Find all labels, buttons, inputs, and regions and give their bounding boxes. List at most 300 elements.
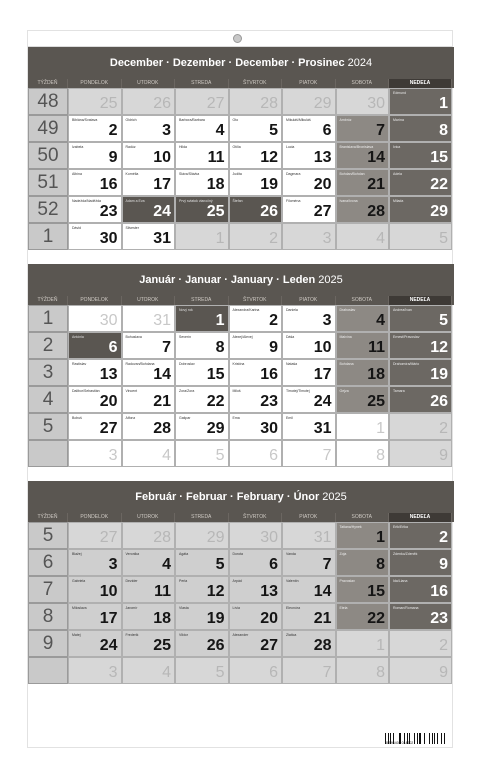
day-cell bbox=[389, 196, 452, 223]
day-number: 30 bbox=[367, 95, 385, 112]
week-number: 7 bbox=[28, 576, 68, 603]
weekday-header: PONDELOK bbox=[68, 513, 122, 522]
day-number: 2 bbox=[439, 529, 448, 546]
day-cell bbox=[229, 223, 283, 250]
nameday-label: Alexander bbox=[232, 633, 249, 637]
day-cell bbox=[389, 305, 452, 332]
week-number: 3 bbox=[28, 359, 68, 386]
day-number: 18 bbox=[206, 176, 225, 193]
nameday-label: Alexandra/Karina bbox=[232, 308, 260, 312]
day-number: 3 bbox=[322, 312, 332, 329]
nameday-label: Dáša bbox=[286, 335, 295, 339]
day-cell bbox=[282, 88, 336, 115]
day-number: 24 bbox=[153, 203, 171, 220]
day-cell bbox=[389, 413, 452, 440]
month-section bbox=[28, 264, 454, 467]
day-number: 26 bbox=[206, 637, 225, 654]
day-number: 2 bbox=[439, 420, 448, 437]
day-number: 24 bbox=[99, 637, 118, 654]
day-cell bbox=[122, 196, 176, 223]
day-cell bbox=[122, 305, 176, 332]
day-number: 27 bbox=[206, 95, 225, 112]
nameday-label: Miloslava bbox=[72, 606, 87, 610]
nameday-label: Albína bbox=[72, 172, 82, 176]
nameday-label: Lívia bbox=[232, 606, 240, 610]
nameday-label: Severín bbox=[179, 335, 192, 339]
day-number: 19 bbox=[260, 176, 278, 193]
day-number: 2 bbox=[269, 312, 278, 329]
day-cell bbox=[389, 522, 452, 549]
day-cell bbox=[282, 386, 336, 413]
week-row bbox=[28, 386, 454, 413]
week-number bbox=[28, 440, 68, 467]
day-cell bbox=[68, 142, 122, 169]
day-cell bbox=[122, 88, 176, 115]
week-number: 2 bbox=[28, 332, 68, 359]
day-number: 6 bbox=[269, 556, 278, 573]
week-row bbox=[28, 630, 454, 657]
day-number: 13 bbox=[99, 366, 118, 383]
day-cell bbox=[336, 305, 390, 332]
day-cell bbox=[229, 630, 283, 657]
day-cell bbox=[68, 386, 122, 413]
day-number: 9 bbox=[108, 149, 118, 166]
month-section bbox=[28, 481, 454, 684]
nameday-label: Ema bbox=[232, 416, 240, 420]
nameday-label: Zoja bbox=[339, 552, 347, 556]
week-row bbox=[28, 142, 454, 169]
day-number: 30 bbox=[260, 529, 278, 546]
day-number: 29 bbox=[430, 203, 448, 220]
day-number: 22 bbox=[367, 610, 385, 627]
day-number: 1 bbox=[376, 420, 385, 437]
nameday-label: Zora/Zora bbox=[179, 389, 195, 393]
day-number: 1 bbox=[376, 637, 385, 654]
day-number: 4 bbox=[376, 230, 385, 247]
day-number: 6 bbox=[322, 122, 332, 139]
day-number: 23 bbox=[99, 203, 118, 220]
day-number: 31 bbox=[153, 312, 171, 329]
day-number: 29 bbox=[206, 420, 225, 437]
day-cell bbox=[282, 603, 336, 630]
day-number: 2 bbox=[269, 230, 278, 247]
nameday-label: Miloš bbox=[232, 389, 241, 393]
day-cell bbox=[389, 115, 452, 142]
weekday-header: ŠTVRTOK bbox=[229, 513, 283, 522]
day-number: 31 bbox=[153, 230, 171, 247]
day-cell bbox=[175, 522, 229, 549]
nameday-label: Etela bbox=[339, 606, 348, 610]
week-row bbox=[28, 603, 454, 630]
day-number: 10 bbox=[313, 339, 332, 356]
day-cell bbox=[68, 305, 122, 332]
day-cell bbox=[389, 657, 452, 684]
day-number: 4 bbox=[162, 664, 171, 681]
day-number: 17 bbox=[153, 176, 171, 193]
week-row bbox=[28, 413, 454, 440]
day-number: 9 bbox=[439, 447, 448, 464]
day-number: 15 bbox=[430, 149, 448, 166]
week-number bbox=[28, 657, 68, 684]
nameday-label: Erik/Erika bbox=[393, 525, 408, 529]
nameday-label: Dezider bbox=[125, 579, 138, 583]
nameday-label: Nataša bbox=[286, 362, 298, 366]
nameday-label: Alfonz bbox=[125, 416, 136, 420]
day-number: 12 bbox=[430, 339, 448, 356]
day-number: 16 bbox=[260, 366, 278, 383]
nameday-label: Marína bbox=[393, 118, 404, 122]
day-number: 19 bbox=[430, 366, 448, 383]
day-number: 11 bbox=[207, 149, 225, 166]
month-title bbox=[28, 481, 454, 513]
day-number: 28 bbox=[260, 95, 278, 112]
nameday-label: Izabela bbox=[72, 145, 84, 149]
nameday-label: Nadežda/Naděžda bbox=[72, 199, 101, 203]
day-cell bbox=[229, 440, 283, 467]
week-row bbox=[28, 88, 454, 115]
calendar-sheet bbox=[27, 30, 453, 748]
day-cell bbox=[389, 386, 452, 413]
nameday-label: Oto bbox=[232, 118, 239, 122]
day-cell bbox=[175, 169, 229, 196]
weekday-header: SOBOTA bbox=[336, 513, 390, 522]
nameday-label: Branislava/Bronislava bbox=[339, 145, 374, 149]
day-cell bbox=[175, 549, 229, 576]
week-number: 50 bbox=[28, 142, 68, 169]
day-cell bbox=[336, 115, 390, 142]
weekday-header: STREDA bbox=[175, 296, 229, 305]
nameday-label: Zdenko/Zdeněk bbox=[393, 552, 418, 556]
week-row bbox=[28, 522, 454, 549]
day-cell bbox=[175, 223, 229, 250]
hanger-strip bbox=[28, 31, 452, 47]
day-number: 28 bbox=[313, 637, 332, 654]
day-number: 12 bbox=[260, 149, 278, 166]
week-row bbox=[28, 576, 454, 603]
weekday-header: PIATOK bbox=[282, 79, 336, 88]
day-cell bbox=[282, 359, 336, 386]
day-cell bbox=[229, 196, 283, 223]
day-cell bbox=[175, 142, 229, 169]
nameday-label: Bibiána/Svatava bbox=[72, 118, 98, 122]
day-cell bbox=[336, 413, 390, 440]
day-number: 5 bbox=[215, 447, 225, 464]
weekday-header: TÝŽDEŇ bbox=[28, 513, 68, 522]
day-cell bbox=[229, 115, 283, 142]
week-number: 8 bbox=[28, 603, 68, 630]
day-number: 1 bbox=[215, 312, 225, 329]
day-cell bbox=[122, 522, 176, 549]
day-number: 25 bbox=[153, 637, 171, 654]
weekday-header: PONDELOK bbox=[68, 296, 122, 305]
day-cell bbox=[68, 522, 122, 549]
weekday-header: TÝŽDEŇ bbox=[28, 79, 68, 88]
day-number: 20 bbox=[260, 610, 278, 627]
day-cell bbox=[175, 332, 229, 359]
day-cell bbox=[336, 359, 390, 386]
day-number: 4 bbox=[215, 122, 225, 139]
day-cell bbox=[336, 88, 390, 115]
day-number: 4 bbox=[162, 556, 171, 573]
nameday-label: Zlatica bbox=[286, 633, 297, 637]
nameday-label: Eleonóra bbox=[286, 606, 301, 610]
nameday-label: Oldrich bbox=[125, 118, 137, 122]
day-number: 7 bbox=[376, 122, 385, 139]
month-title bbox=[28, 264, 454, 296]
day-cell bbox=[68, 576, 122, 603]
weekday-header: TÝŽDEŇ bbox=[28, 296, 68, 305]
day-number: 23 bbox=[260, 393, 278, 410]
day-number: 9 bbox=[439, 556, 448, 573]
nameday-label: Dorota bbox=[232, 552, 244, 556]
nameday-label: Frederik bbox=[125, 633, 139, 637]
week-number: 5 bbox=[28, 413, 68, 440]
day-number: 17 bbox=[99, 610, 118, 627]
day-cell bbox=[68, 223, 122, 250]
day-cell bbox=[336, 169, 390, 196]
weekday-header: NEDEĽA bbox=[389, 79, 452, 88]
day-cell bbox=[282, 169, 336, 196]
day-cell bbox=[175, 440, 229, 467]
day-number: 2 bbox=[108, 122, 118, 139]
day-number: 5 bbox=[215, 664, 225, 681]
day-number: 29 bbox=[206, 529, 225, 546]
day-cell bbox=[229, 522, 283, 549]
day-number: 9 bbox=[439, 664, 448, 681]
day-cell bbox=[336, 332, 390, 359]
day-number: 30 bbox=[260, 420, 278, 437]
nameday-label: Adela bbox=[393, 172, 402, 176]
day-number: 31 bbox=[313, 420, 332, 437]
nameday-label: Emil bbox=[286, 416, 293, 420]
weekday-header: SOBOTA bbox=[336, 79, 390, 88]
nameday-label: Pravoslav bbox=[339, 579, 355, 583]
day-number: 3 bbox=[322, 230, 332, 247]
day-cell bbox=[389, 142, 452, 169]
day-cell bbox=[229, 576, 283, 603]
month-year: 2024 bbox=[347, 57, 373, 69]
nameday-label: Judita bbox=[232, 172, 242, 176]
weekday-header: SOBOTA bbox=[336, 296, 390, 305]
day-number: 8 bbox=[376, 664, 385, 681]
weekday-header: STREDA bbox=[175, 79, 229, 88]
day-number: 3 bbox=[108, 556, 118, 573]
day-cell bbox=[122, 549, 176, 576]
day-number: 26 bbox=[153, 95, 171, 112]
day-number: 18 bbox=[153, 610, 171, 627]
day-number: 24 bbox=[313, 393, 332, 410]
nameday-label: Timotej/Timotej bbox=[286, 389, 310, 393]
nameday-label: Dobroslav bbox=[179, 362, 195, 366]
nameday-label: Andrea/Ivan bbox=[393, 308, 412, 312]
day-number: 3 bbox=[108, 447, 118, 464]
day-cell bbox=[122, 359, 176, 386]
day-cell bbox=[282, 196, 336, 223]
weekday-header-row bbox=[28, 513, 454, 522]
day-number: 21 bbox=[313, 610, 332, 627]
day-number: 14 bbox=[313, 583, 332, 600]
nameday-label: Milada bbox=[393, 199, 404, 203]
nameday-label: Roman/Romana bbox=[393, 606, 419, 610]
nameday-label: Veronika bbox=[125, 552, 140, 556]
day-number: 10 bbox=[153, 149, 171, 166]
week-number: 9 bbox=[28, 630, 68, 657]
nameday-label: Ernest/Pravoslav bbox=[393, 335, 420, 339]
day-cell bbox=[68, 657, 122, 684]
week-number: 49 bbox=[28, 115, 68, 142]
week-row bbox=[28, 305, 454, 332]
day-number: 5 bbox=[439, 312, 448, 329]
day-cell bbox=[122, 169, 176, 196]
day-number: 31 bbox=[313, 529, 332, 546]
day-cell bbox=[229, 305, 283, 332]
day-cell bbox=[68, 603, 122, 630]
day-cell bbox=[68, 359, 122, 386]
day-number: 29 bbox=[313, 95, 332, 112]
day-cell bbox=[122, 142, 176, 169]
day-cell bbox=[336, 630, 390, 657]
nameday-label: Valentín bbox=[286, 579, 299, 583]
nameday-label: Ida/Liana bbox=[393, 579, 408, 583]
day-cell bbox=[229, 332, 283, 359]
nameday-label: Ambróz bbox=[339, 118, 352, 122]
nameday-label: Gejza bbox=[339, 389, 349, 393]
week-number: 5 bbox=[28, 522, 68, 549]
day-cell bbox=[122, 115, 176, 142]
day-cell bbox=[389, 549, 452, 576]
month-name: December · Dezember · December · Prosinec bbox=[109, 57, 345, 69]
nameday-label: Perla bbox=[179, 579, 188, 583]
day-number: 19 bbox=[206, 610, 225, 627]
day-cell bbox=[336, 196, 390, 223]
day-number: 7 bbox=[162, 339, 171, 356]
day-number: 6 bbox=[269, 664, 278, 681]
day-cell bbox=[282, 332, 336, 359]
day-number: 15 bbox=[367, 583, 385, 600]
day-cell bbox=[175, 603, 229, 630]
day-cell bbox=[122, 440, 176, 467]
nameday-label: Alexej/Alexej bbox=[232, 335, 253, 339]
day-cell bbox=[175, 657, 229, 684]
day-number: 5 bbox=[269, 122, 278, 139]
day-cell bbox=[389, 359, 452, 386]
day-cell bbox=[122, 386, 176, 413]
barcode bbox=[384, 729, 446, 745]
nameday-label: Tatiana/Hynek bbox=[339, 525, 362, 529]
nameday-label: Ivana/Ivona bbox=[339, 199, 358, 203]
nameday-label: Matej bbox=[72, 633, 81, 637]
day-number: 7 bbox=[322, 556, 332, 573]
week-number: 48 bbox=[28, 88, 68, 115]
day-cell bbox=[389, 332, 452, 359]
week-number: 52 bbox=[28, 196, 68, 223]
day-cell bbox=[282, 630, 336, 657]
nameday-label: Edmund bbox=[393, 91, 407, 95]
day-cell bbox=[175, 630, 229, 657]
month-year: 2025 bbox=[318, 274, 343, 286]
day-cell bbox=[282, 549, 336, 576]
day-number: 30 bbox=[99, 230, 118, 247]
day-number: 8 bbox=[376, 556, 385, 573]
nameday-label: Bohdana bbox=[339, 362, 354, 366]
day-number: 28 bbox=[153, 420, 171, 437]
weekday-header: STREDA bbox=[175, 513, 229, 522]
day-cell bbox=[282, 142, 336, 169]
day-number: 17 bbox=[313, 366, 332, 383]
day-number: 5 bbox=[215, 556, 225, 573]
nameday-label: Silvester bbox=[125, 226, 139, 230]
day-number: 20 bbox=[99, 393, 118, 410]
day-cell bbox=[68, 440, 122, 467]
nameday-label: Gašpar bbox=[179, 416, 191, 420]
day-number: 8 bbox=[376, 447, 385, 464]
day-number: 14 bbox=[367, 149, 385, 166]
day-number: 6 bbox=[269, 447, 278, 464]
day-number: 23 bbox=[430, 610, 448, 627]
day-cell bbox=[229, 603, 283, 630]
day-cell bbox=[122, 413, 176, 440]
weekday-header: ŠTVRTOK bbox=[229, 79, 283, 88]
nameday-label: Drahomíra/Mário bbox=[393, 362, 420, 366]
nameday-label: Daniela bbox=[286, 308, 298, 312]
day-cell bbox=[68, 630, 122, 657]
day-number: 11 bbox=[154, 583, 171, 600]
nameday-label: Radúz bbox=[125, 145, 136, 149]
day-cell bbox=[336, 142, 390, 169]
nameday-label: Dávid bbox=[72, 226, 81, 230]
nameday-label: Agáta bbox=[179, 552, 189, 556]
weekday-header: UTOROK bbox=[122, 513, 176, 522]
day-number: 16 bbox=[430, 583, 448, 600]
month-section bbox=[28, 47, 454, 250]
day-cell bbox=[229, 88, 283, 115]
barcode-number: 8 596401 014602 bbox=[386, 741, 414, 745]
day-number: 7 bbox=[322, 447, 332, 464]
day-number: 20 bbox=[313, 176, 332, 193]
day-number: 28 bbox=[367, 203, 385, 220]
day-cell bbox=[336, 549, 390, 576]
weekday-header: PONDELOK bbox=[68, 79, 122, 88]
nameday-label: Štefan bbox=[232, 199, 243, 203]
day-number: 3 bbox=[108, 664, 118, 681]
week-number: 1 bbox=[28, 223, 68, 250]
day-cell bbox=[229, 386, 283, 413]
week-row bbox=[28, 657, 454, 684]
day-cell bbox=[282, 413, 336, 440]
nameday-label: Tamara bbox=[393, 389, 405, 393]
nameday-label: Nový rok bbox=[179, 308, 193, 312]
month-name: Február · Februar · February · Únor bbox=[135, 491, 320, 503]
day-number: 15 bbox=[206, 366, 225, 383]
week-number: 6 bbox=[28, 549, 68, 576]
day-cell bbox=[122, 576, 176, 603]
day-cell bbox=[175, 88, 229, 115]
weekday-header: PIATOK bbox=[282, 513, 336, 522]
nameday-label: Filoména bbox=[286, 199, 301, 203]
day-cell bbox=[336, 576, 390, 603]
nameday-label: Arpád bbox=[232, 579, 242, 583]
day-number: 13 bbox=[313, 149, 332, 166]
nameday-label: Prvý sviatok vianočný bbox=[179, 199, 213, 203]
day-cell bbox=[122, 657, 176, 684]
month-name: Január · Januar · January · Leden bbox=[139, 274, 316, 286]
weekday-header: PIATOK bbox=[282, 296, 336, 305]
day-cell bbox=[389, 223, 452, 250]
day-number: 27 bbox=[99, 420, 118, 437]
nameday-label: Kornélia bbox=[125, 172, 139, 176]
day-cell bbox=[122, 603, 176, 630]
day-cell bbox=[282, 576, 336, 603]
